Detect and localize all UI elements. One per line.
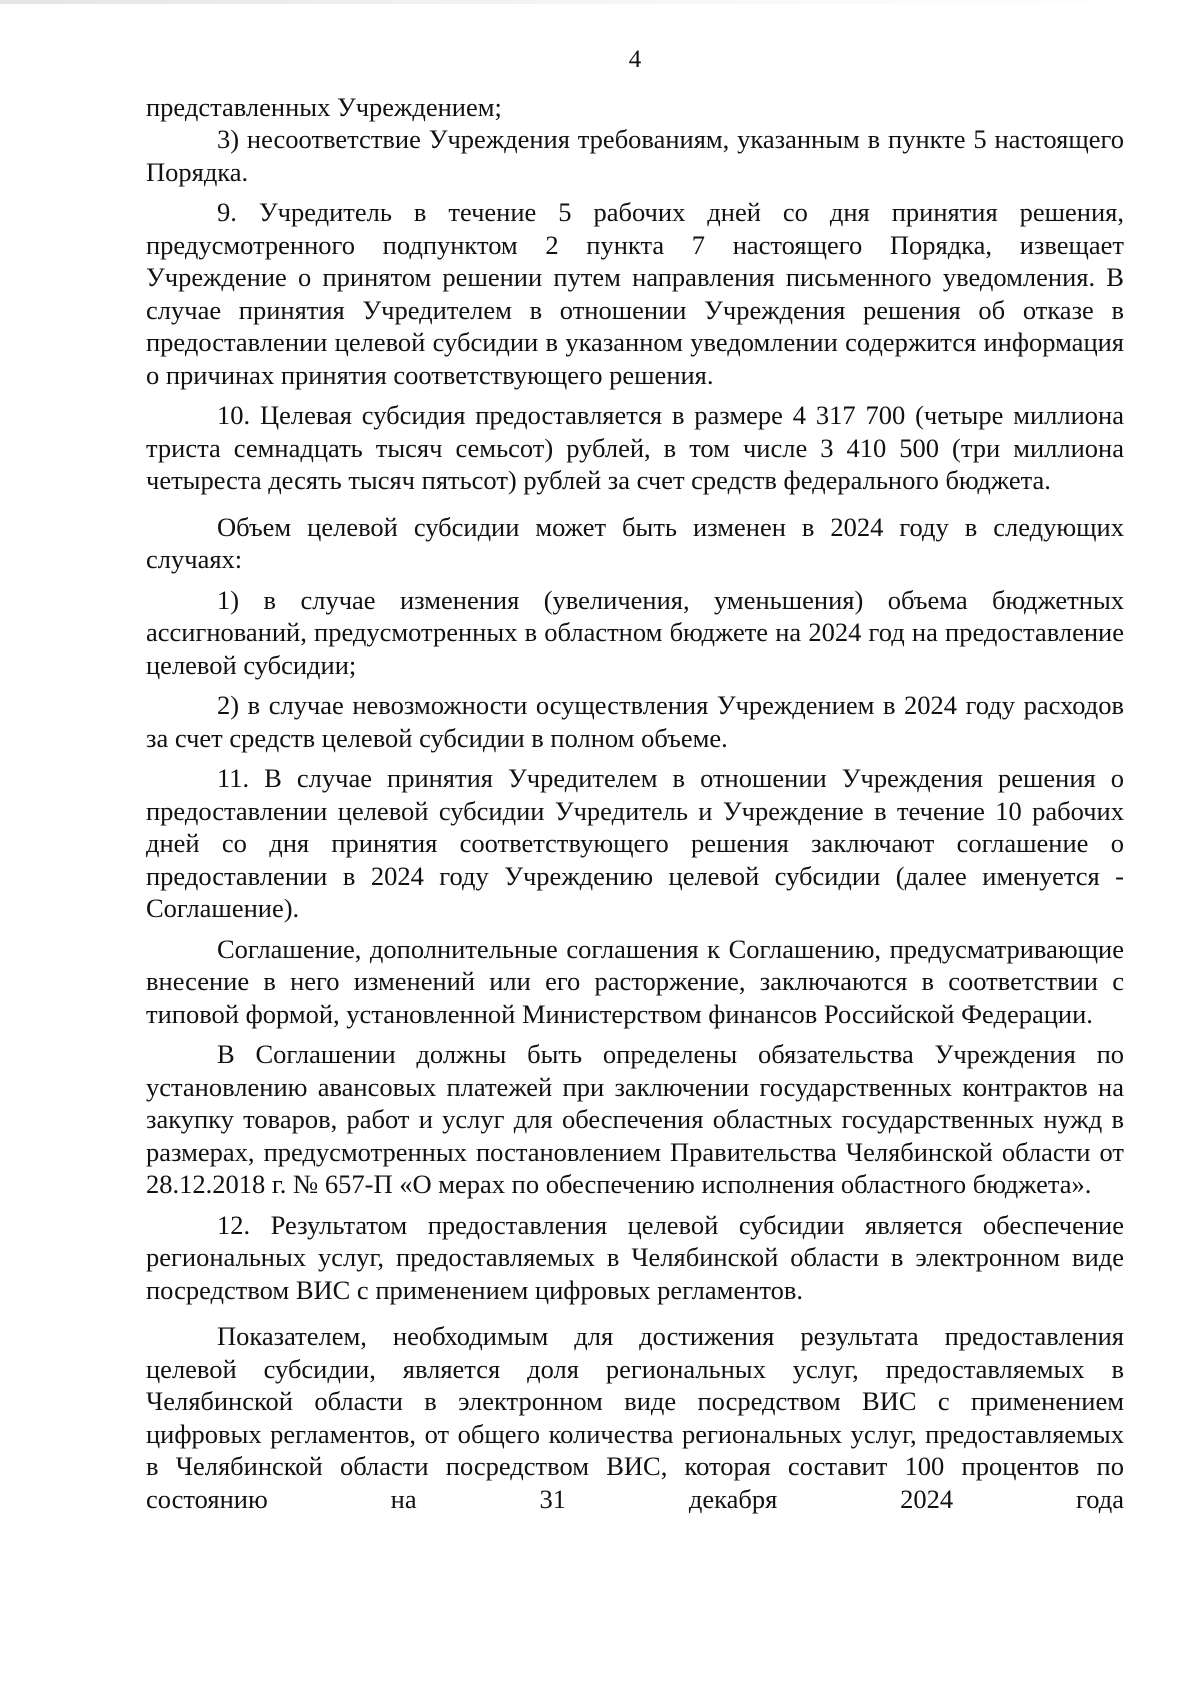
paragraph-12: Показателем, необходимым для достижения результата предоставления целевой субсидии, является доля региональных услуг, предоставляемых в Челябинской области в электронном виде посредством ВИС с применением цифровых регламентов, от общего количества региональных услуг, предоставляемых в Челябинской области посредством ВИС, которая составит 100 процентов по состоянию на 31 декабря 2024 года [146,1321,1124,1514]
paragraph-4: 10. Целевая субсидия предоставляется в размере 4 317 700 (четыре миллиона триста семнадцать тысяч семьсот) рублей, в том числе 3 410 500 (три миллиона четыреста десять тысяч пятьсот) рублей за счет средств федерального бюджета. [146,400,1124,495]
document-page [146,44,1124,1515]
paragraph-11: 12. Результатом предоставления целевой субсидии является обеспечение региональных услуг, предоставляемых в Челябинской области в электронном виде посредством ВИС с применением цифровых регламентов. [146,1209,1124,1305]
paragraph-8: 11. В случае принятия Учредителем в отношении Учреждения решения о предоставлении целевой субсидии Учредитель и Учреждение в течение 10 рабочих дней со дня принятия соответствующего решения заключают соглашение о предоставлении в 2024 году Учреждению целевой субсидии (далее именуется - Соглашение). [146,763,1124,923]
paragraph-7: 2) в случае невозможности осуществления Учреждением в 2024 году расходов за счет средств целевой субсидии в полном объеме. [146,690,1124,753]
page-number: 4 [628,46,642,73]
paragraph-5: Объем целевой субсидии может быть изменен в 2024 году в следующих случаях: [146,511,1124,574]
paragraph-9: Соглашение, дополнительные соглашения к Соглашению, предусматривающие внесение в него изменений или его расторжение, заключаются в соответствии с типовой формой, установленной Министерством финансов Российской Федерации. [146,933,1124,1029]
paragraph-1: представленных Учреждением; [146,91,502,122]
paragraph-3: 9. Учредитель в течение 5 рабочих дней со дня принятия решения, предусмотренного подпунктом 2 пункта 7 настоящего Порядка, извещает Учреждение о принятом решении путем направления письменного уведомления. В случае принятия Учредителем в отношении Учреждения решения об отказе в предоставлении целевой субсидии в указанном уведомлении содержится информация о причинах принятия соответствующего решения. [146,197,1124,390]
paragraph-2: 3) несоответствие Учреждения требованиям, указанным в пункте 5 настоящего Порядка. [146,124,1124,187]
scan-edge [0,0,1200,4]
paragraph-10: В Соглашении должны быть определены обязательства Учреждения по установлению авансовых платежей при заключении государственных контрактов на закупку товаров, работ и услуг для обеспечения областных государственных нужд в размерах, предусмотренных постановлением Правительства Челябинской области от 28.12.2018 г. № 657-П «О мерах по обеспечению исполнения областного бюджета». [146,1039,1124,1199]
paragraph-6: 1) в случае изменения (увеличения, уменьшения) объема бюджетных ассигнований, предусмотренных в областном бюджете на 2024 год на предоставление целевой субсидии; [146,584,1124,680]
